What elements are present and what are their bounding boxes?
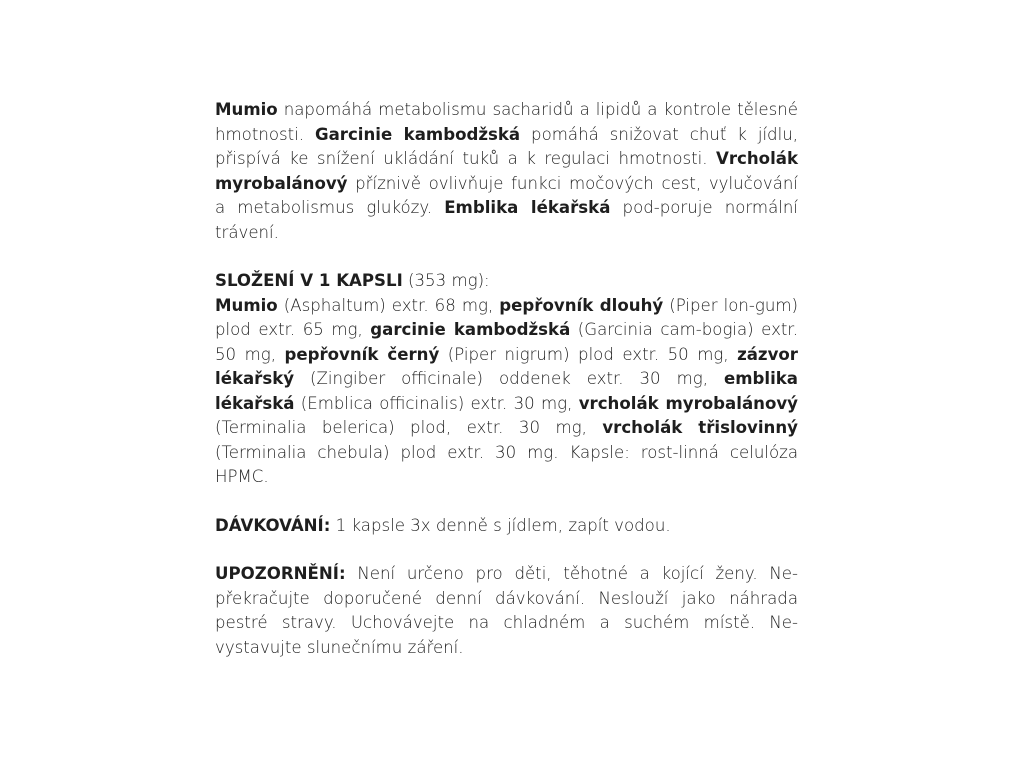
bold-term: zázvor lékařský: [215, 344, 798, 388]
bold-term: Emblika lékařská: [444, 198, 611, 217]
text-run: (Terminalia chebula) plod extr. 30 mg. Kapsle: rost-linná celulóza HPMC.: [215, 442, 798, 486]
text-run: (Piper lon-gum) plod extr. 65 mg,: [215, 295, 798, 339]
warning-paragraph: [215, 562, 798, 660]
text-run: napomáhá metabolismu sacharidů a lipidů a kontrole tělesné hmotnosti.: [215, 100, 798, 144]
label-text: [215, 98, 798, 684]
bold-term: Mumio: [215, 295, 278, 315]
text-run: pod-poruje normální trávení.: [215, 198, 798, 242]
bold-term: Vrcholák myrobalánový: [215, 149, 798, 193]
bold-term: DÁVKOVÁNÍ:: [215, 515, 331, 535]
composition-heading: [215, 269, 798, 294]
composition-paragraph: [215, 294, 798, 490]
text-run: (Piper nigrum) plod extr. 50 mg,: [439, 344, 738, 364]
text-run: (353 mg):: [402, 271, 490, 290]
bold-term: pepřovník dlouhý: [499, 295, 664, 315]
bold-term: vrcholák třislovinný: [602, 418, 798, 437]
intro-paragraph: [215, 98, 798, 245]
text-run: (Zingiber officinale) oddenek extr. 30 mg,: [294, 369, 724, 388]
text-run: (Asphaltum) extr. 68 mg,: [277, 295, 500, 315]
bold-term: pepřovník černý: [284, 344, 440, 364]
bold-term: Garcinie kambodžská: [314, 124, 521, 144]
bold-term: garcinie kambodžská: [370, 320, 571, 339]
text-run: příznivě ovlivňuje funkci močových cest, vylučování a metabolismus glukózy.: [215, 173, 798, 217]
text-run: (Garcinia cam-bogia) extr. 50 mg,: [215, 320, 798, 364]
dosage-paragraph: [215, 514, 798, 539]
text-run: Není určeno pro děti, těhotné a kojící ženy. Ne-překračujte doporučené denní dávkování. Neslouží jako náhrada pestré stravy. Uchovávejte na chladném a suchém místě. Ne-vystavujte slunečnímu záření.: [215, 564, 798, 657]
bold-term: vrcholák myrobalánový: [578, 393, 798, 413]
text-run: (Emblica officinalis) extr. 30 mg,: [294, 393, 579, 413]
bold-term: SLOŽENÍ V 1 KAPSLI: [215, 271, 403, 290]
bold-term: Mumio: [215, 100, 278, 119]
bold-term: emblika lékařská: [215, 369, 798, 413]
text-run: (Terminalia belerica) plod, extr. 30 mg,: [215, 418, 603, 437]
text-run: 1 kapsle 3x denně s jídlem, zapít vodou.: [330, 515, 671, 535]
text-run: pomáhá snižovat chuť k jídlu, přispívá ke snížení ukládání tuků a k regulaci hmotnosti.: [215, 124, 798, 168]
bold-term: UPOZORNĚNÍ:: [215, 564, 346, 583]
